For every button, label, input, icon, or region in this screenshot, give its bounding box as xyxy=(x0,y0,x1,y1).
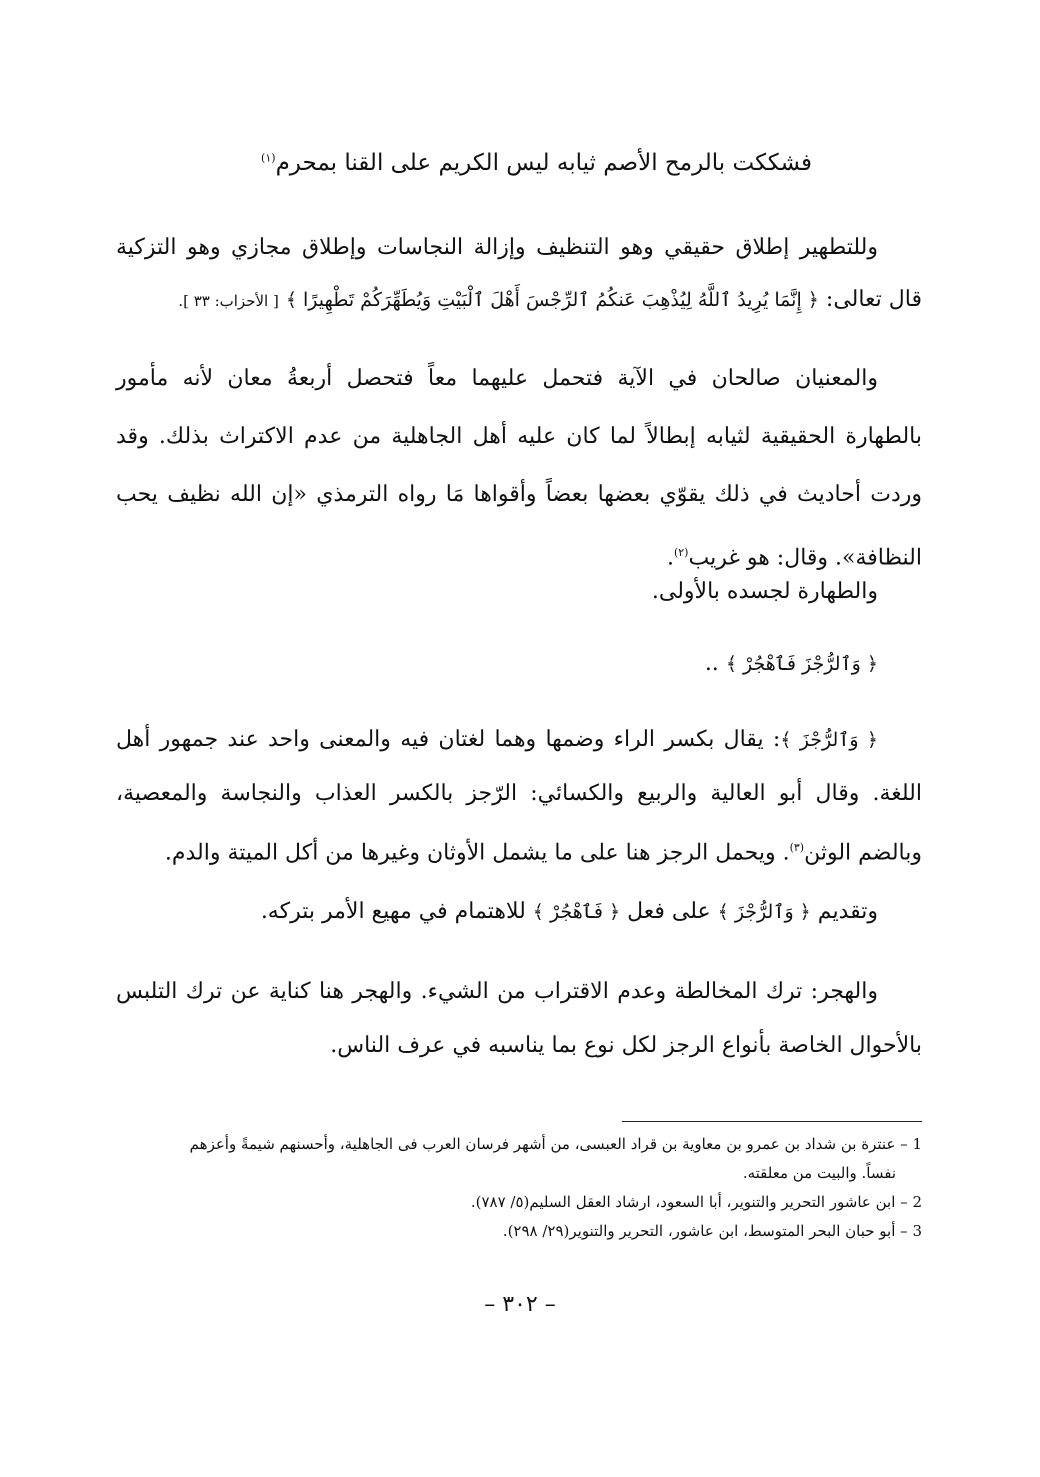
footnote-marker-2: (٢) xyxy=(673,546,689,559)
footnote-2 xyxy=(116,1188,922,1217)
paragraph-rujz-meaning-text: : يقال بكسر الراء وضمها وهما لغتان فيه والمعنى واحد عند جمهور أهل اللغة. وقال أبو العالية والربيع والكسائي: الرّجز بالكسر العذاب والنجاسة والمعصية، وبالضم الوثن xyxy=(116,727,922,866)
footnotes xyxy=(116,1130,922,1246)
footnote-3-text: – أبو حبان البحر المتوسط، ابن عاشور، التحرير والتنوير(٢٩/ ٢٩٨). xyxy=(502,1222,908,1240)
paragraph-precedence xyxy=(116,888,922,936)
page-number: – ٣٠٢ – xyxy=(484,1292,556,1317)
quran-verse-ahzab: ﴿ إِنَّمَا يُرِيدُ ٱللَّهُ لِيُذْهِبَ عَنكُمُ ٱلرِّجْسَ أَهْلَ ٱلْبَيْتِ وَيُطَهِّرَكُمْ تَطْهِيرًا ﴾ xyxy=(285,289,819,311)
poetry-verse xyxy=(203,150,812,176)
paragraph-two-meanings-text: والمعنيان صالحان في الآية فتحمل عليهما معاً فتحصل أربعةُ معان لأنه مأمور بالطهارة الحقيقية لثيابه إبطالاً لما كان عليه أهل الجاهلية من عدم الاكتراث بذلك. وقد وردت أحاديث في ذلك يقوّي بعضها بعضاً وأقواها مَا رواه الترمذي «إن الله نظيف يحب النظافة». وقال: هو غريب xyxy=(116,366,922,571)
paragraph-precedence-b: على فعل xyxy=(627,899,711,924)
paragraph-tathir xyxy=(116,222,922,327)
paragraph-two-meanings xyxy=(116,350,922,587)
footnote-1-number: 1 xyxy=(912,1135,922,1153)
footnote-1-cont-text: نفساً. والبيت من معلقته. xyxy=(742,1164,896,1182)
paragraph-rujz-meaning xyxy=(116,713,922,880)
verse-hemistich-1: فشككت بالرمح الأصم ثيابه xyxy=(556,150,812,176)
quran-word-rujz: ﴿ وَٱلرُّجْزَ ﴾ xyxy=(780,729,879,751)
footnote-2-number: 2 xyxy=(912,1193,922,1211)
paragraph-rujz-meaning-end: . ويحمل الرجز هنا على ما يشمل الأوثان وغيرها من أكل الميتة والدم. xyxy=(164,840,790,866)
footnote-3 xyxy=(116,1217,922,1246)
quran-verse-rujz: ﴿ وَٱلرُّجْزَ فَٱهْجُرْ ﴾ xyxy=(725,653,878,675)
quran-word-rujz-2: ﴿ وَٱلرُّجْزَ ﴾ xyxy=(717,901,811,923)
paragraph-tathir-text: وللتطهير إطلاق حقيقي وهو التنظيف وإزالة النجاسات وإطلاق مجازي وهو التزكية قال تعالى: xyxy=(116,235,922,312)
footnote-1 xyxy=(116,1130,922,1159)
quran-reference: [ الأحزاب: ٣٣ ]. xyxy=(178,292,279,310)
paragraph-quran-rujz xyxy=(116,640,922,688)
paragraph-precedence-c: للاهتمام في مهيع الأمر بتركه. xyxy=(260,899,526,924)
paragraph-hajr-text: والهجر: ترك المخالطة وعدم الاقتراب من الشيء. والهجر هنا كناية عن ترك التلبس بالأحوال الخاصة بأنواع الرجز لكل نوع بما يناسبه في عرف الناس. xyxy=(116,979,922,1058)
paragraph-hajr xyxy=(116,965,922,1073)
footnote-1-text: – عنترة بن شداد بن عمرو بن معاوية بن قراد العبسى، من أشهر فرسان العرب فى الجاهلية، وأحسنهم شيمةً وأعزهم xyxy=(189,1135,908,1153)
footnote-marker-3: (٣) xyxy=(789,841,805,854)
paragraph-two-meanings-end: . xyxy=(666,545,674,571)
footnote-3-number: 3 xyxy=(912,1222,922,1240)
verse-hemistich-2 xyxy=(261,150,550,176)
footnote-divider xyxy=(622,1121,922,1122)
paragraph-precedence-a: وتقديم xyxy=(817,899,878,924)
footnote-1-continuation xyxy=(116,1159,922,1188)
footnote-marker-1: (١) xyxy=(261,151,276,165)
paragraph-body-purity-text: والطهارة لجسده بالأولى. xyxy=(651,579,878,604)
paragraph-quran-rujz-end: .. xyxy=(704,651,719,676)
verse-hemistich-2-text: ليس الكريم على القنا بمحرم xyxy=(275,150,550,176)
paragraph-body-purity xyxy=(116,568,922,616)
footnote-2-text: – ابن عاشور التحرير والتنوير، أبا السعود، ارشاد العقل السليم(٥/ ٧٨٧). xyxy=(470,1193,908,1211)
quran-word-uhjur: ﴿ فَٱهْجُرْ ﴾ xyxy=(532,901,621,923)
